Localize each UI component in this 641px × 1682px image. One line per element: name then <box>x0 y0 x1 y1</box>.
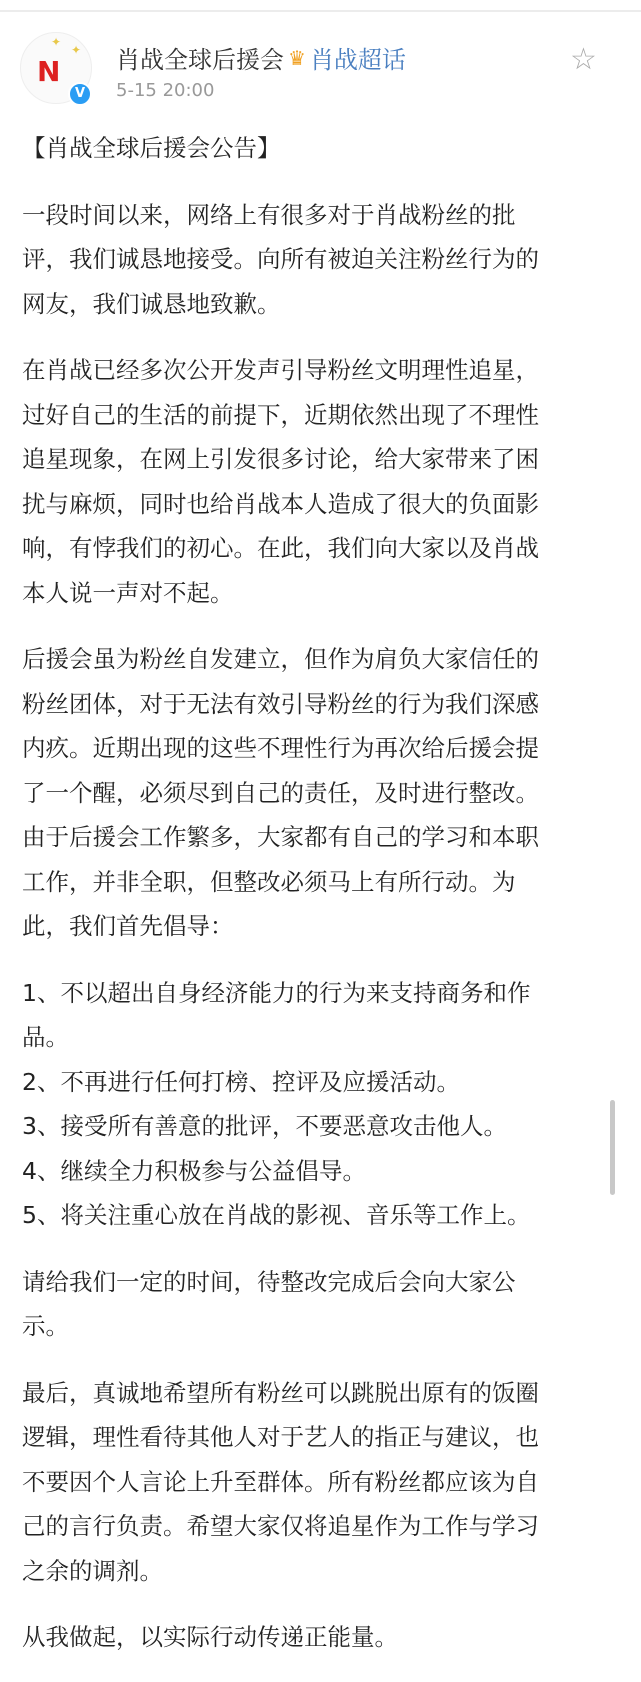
text-line: 后援会虽为粉丝自发建立，但作为肩负大家信任的 <box>22 645 539 673</box>
text-line: 扰与麻烦，同时也给肖战本人造成了很大的负面影 <box>22 489 539 518</box>
text-line: 逻辑，理性看待其他人对于艺人的指正与建议，也 <box>22 1423 539 1451</box>
paragraph <box>22 1371 612 1594</box>
paragraph <box>22 1260 612 1349</box>
text-line: 工作，并非全职，但整改必须马上有所行动。为 <box>22 867 516 896</box>
star-decoration-icon: ✦ <box>51 35 62 49</box>
text-line: 4、继续全力积极参与公益倡导。 <box>22 1156 366 1185</box>
text-line: 在肖战已经多次公开发声引导粉丝文明理性追星， <box>22 356 539 384</box>
text-line: 己的言行负责。希望大家仅将追星作为工作与学习 <box>22 1512 539 1540</box>
favorite-star-icon[interactable]: ☆ <box>570 42 597 77</box>
text-line: 一段时间以来，网络上有很多对于肖战粉丝的批 <box>22 200 516 229</box>
paragraph <box>22 637 612 949</box>
star-decoration-icon: ✦ <box>71 43 82 57</box>
paragraph <box>22 971 612 1238</box>
post-body <box>22 126 612 1682</box>
text-line: 【肖战全球后援会公告】 <box>22 134 281 162</box>
paragraph <box>22 1615 612 1660</box>
crown-icon: ♛ <box>288 45 306 70</box>
text-line: 网友，我们诚恳地致歉。 <box>22 289 281 318</box>
post-time: 5-15 20:00 <box>116 80 215 101</box>
paragraph <box>22 193 612 327</box>
text-line: 过好自己的生活的前提下，近期依然出现了不理性 <box>22 400 539 429</box>
post-header <box>116 40 406 75</box>
avatar-logo: N <box>37 55 61 88</box>
text-line: 示。 <box>22 1312 69 1340</box>
text-line: 粉丝团体，对于无法有效引导粉丝的行为我们深感 <box>22 689 539 718</box>
text-line: 响，有悖我们的初心。在此，我们向大家以及肖战 <box>22 534 539 562</box>
text-line: 此，我们首先倡导： <box>22 912 234 940</box>
super-topic-link[interactable]: 肖战超话 <box>309 46 406 74</box>
author-name[interactable]: 肖战全球后援会 <box>116 46 284 74</box>
text-line: 从我做起，以实际行动传递正能量。 <box>22 1623 398 1651</box>
text-line: 不要因个人言论上升至群体。所有粉丝都应该为自 <box>22 1467 539 1496</box>
text-line: 评，我们诚恳地接受。向所有被迫关注粉丝行为的 <box>22 245 539 273</box>
paragraph <box>22 348 612 615</box>
text-line: 最后，真诚地希望所有粉丝可以跳脱出原有的饭圈 <box>22 1378 539 1407</box>
text-line: 本人说一声对不起。 <box>22 578 234 607</box>
text-line: 3、接受所有善意的批评，不要恶意攻击他人。 <box>22 1112 507 1140</box>
text-line: 2、不再进行任何打榜、控评及应援活动。 <box>22 1067 460 1096</box>
text-line: 由于后援会工作繁多，大家都有自己的学习和本职 <box>22 823 539 851</box>
verified-badge-icon: V <box>68 82 92 106</box>
paragraph <box>22 126 612 171</box>
text-line: 1、不以超出自身经济能力的行为来支持商务和作 <box>22 978 531 1007</box>
text-line: 品。 <box>22 1023 69 1051</box>
divider <box>0 10 641 12</box>
text-line: 请给我们一定的时间，待整改完成后会向大家公 <box>22 1267 516 1296</box>
text-line: 了一个醒，必须尽到自己的责任，及时进行整改。 <box>22 778 539 807</box>
text-line: 5、将关注重心放在肖战的影视、音乐等工作上。 <box>22 1201 531 1229</box>
text-line: 之余的调剂。 <box>22 1556 163 1585</box>
text-line: 内疚。近期出现的这些不理性行为再次给后援会提 <box>22 734 539 762</box>
text-line: 追星现象，在网上引发很多讨论，给大家带来了困 <box>22 445 539 473</box>
scrollbar[interactable] <box>610 1100 615 1195</box>
